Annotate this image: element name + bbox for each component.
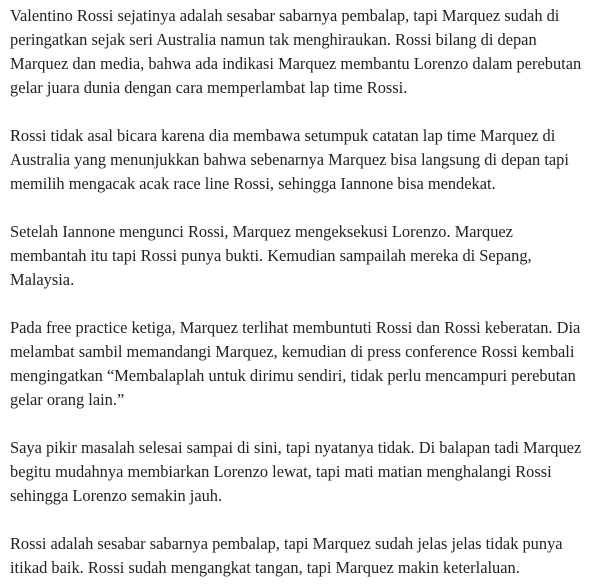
paragraph-1: Valentino Rossi sejatinya adalah sesabar sabarnya pembalap, tapi Marquez sudah di peringatkan sejak seri Australia namun tak menghiraukan. Rossi bilang di depan Marquez dan media, bahwa ada indikasi Marquez membantu Lorenzo dalam perebutan gelar juara dunia dengan cara memperlambat lap time Rossi. [10, 6, 582, 97]
paragraph-5: Saya pikir masalah selesai sampai di sini, tapi nyatanya tidak. Di balapan tadi Marquez begitu mudahnya membiarkan Lorenzo lewat, tapi mati matian menghalangi Rossi sehingga Lorenzo semakin jauh. [10, 438, 582, 505]
paragraph-2: Rossi tidak asal bicara karena dia membawa setumpuk catatan lap time Marquez di Australia yang menunjukkan bahwa sebenarnya Marquez bisa langsung di depan tapi memilih mengacak acak race line Rossi, sehingga Iannone bisa mendekat. [10, 126, 569, 193]
paragraph-6: Rossi adalah sesabar sabarnya pembalap, tapi Marquez sudah jelas jelas tidak punya itikad baik. Rossi sudah mengangkat tangan, tapi Marquez makin keterlaluan. [10, 534, 563, 577]
paragraph-3: Setelah Iannone mengunci Rossi, Marquez mengeksekusi Lorenzo. Marquez membantah itu tapi Rossi punya bukti. Kemudian sampailah mereka di Sepang, Malaysia. [10, 222, 532, 289]
paragraph-4: Pada free practice ketiga, Marquez terlihat membuntuti Rossi dan Rossi keberatan. Dia melambat sambil memandangi Marquez, kemudian di press conference Rossi kembali mengingatkan “Membalaplah untuk dirimu sendiri, tidak perlu mencampuri perebutan gelar orang lain.” [10, 318, 581, 409]
